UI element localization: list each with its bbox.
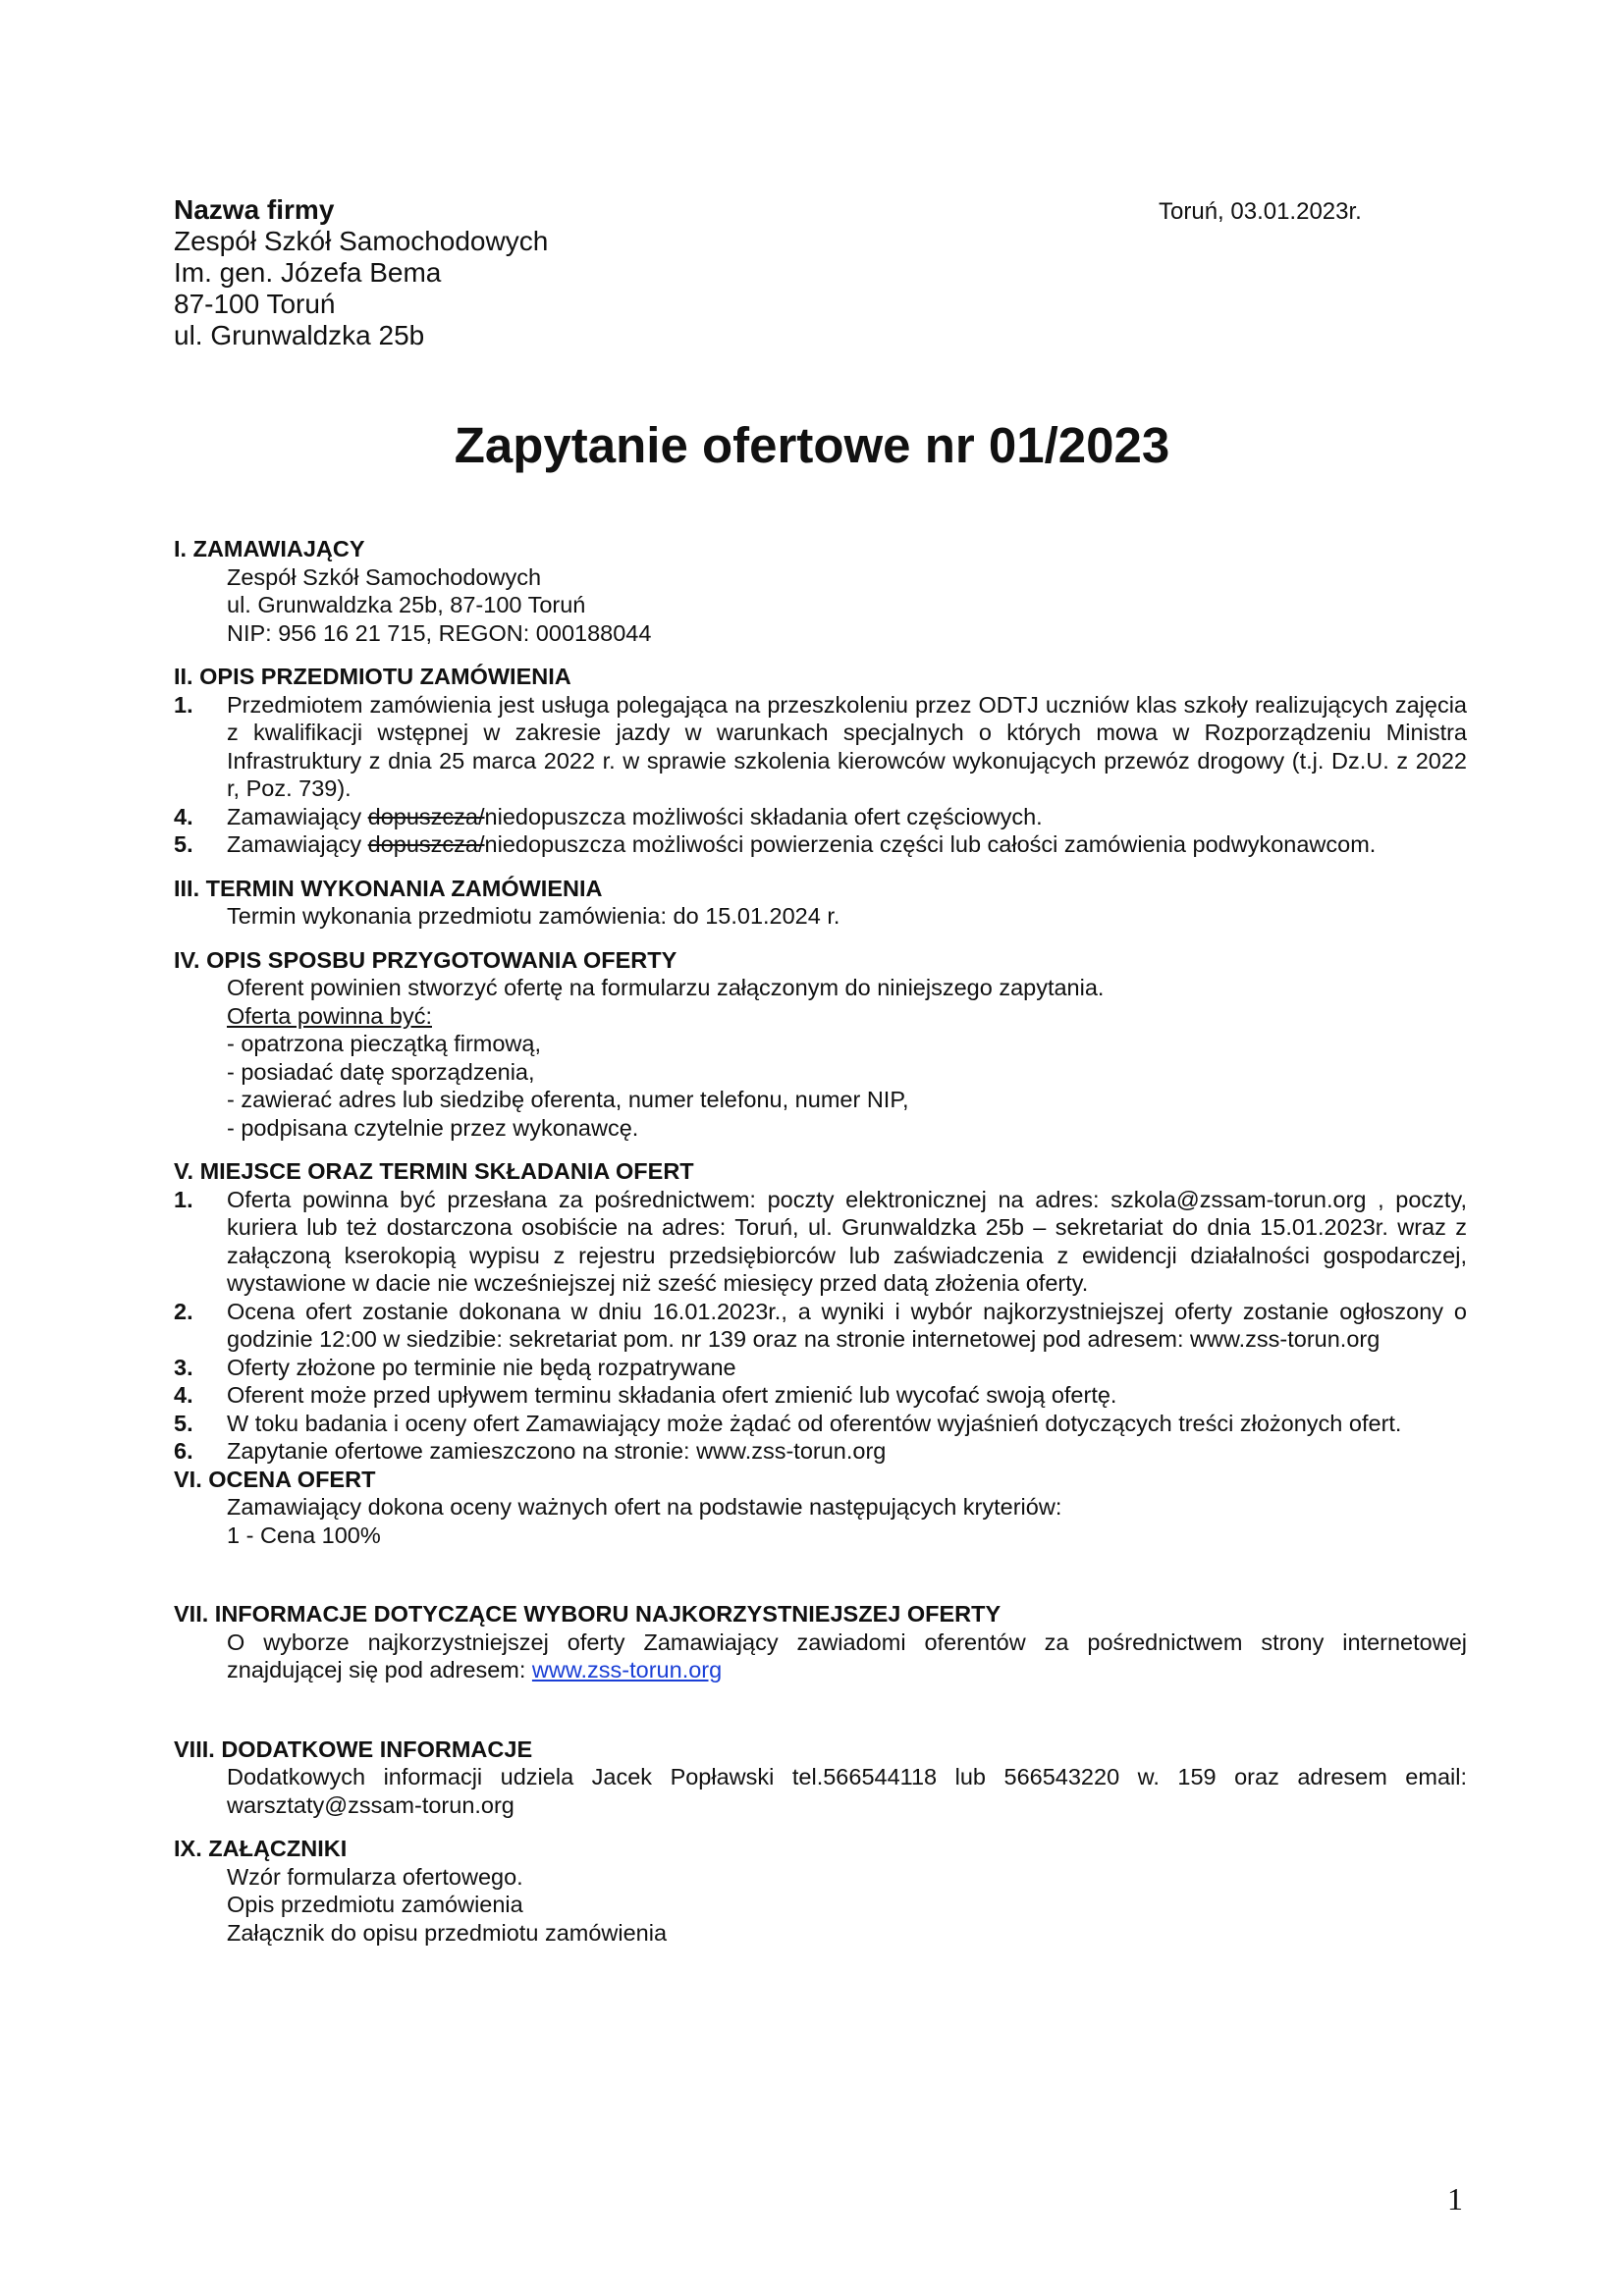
section-heading: III. TERMIN WYKONANIA ZAMÓWIENIA	[174, 875, 603, 901]
item-number: 5.	[174, 831, 193, 857]
section-paragraph	[174, 1629, 1467, 1684]
bullet-item: - opatrzona pieczątką firmową,	[227, 1031, 542, 1056]
list-item	[174, 1437, 1467, 1466]
section-line: ul. Grunwaldzka 25b, 87-100 Toruń	[227, 592, 586, 617]
item-text: Ocena ofert zostanie dokonana w dniu 16.01.2023r., a wyniki i wybór najkorzystniejszej oferty zostanie ogłoszony o godzinie 12:00 w siedzibie: sekretariat pom. nr 139 oraz na stronie internetowej pod adresem: www.zss-torun.org	[227, 1298, 1467, 1352]
list-item	[174, 691, 1467, 803]
attachment-item: Opis przedmiotu zamówienia	[227, 1892, 523, 1917]
attachment-item: Załącznik do opisu przedmiotu zamówienia	[227, 1919, 668, 1946]
item-number: 2.	[174, 1298, 193, 1324]
section-heading: IX. ZAŁĄCZNIKI	[174, 1836, 348, 1861]
section-dodatkowe-informacje	[174, 1735, 1467, 1820]
item-text	[227, 803, 1467, 831]
document-body	[174, 535, 1467, 1962]
firm-line: Im. gen. Józefa Bema	[174, 257, 442, 288]
section-paragraph: Dodatkowych informacji udziela Jacek Popławski tel.566544118 lub 566543220 w. 159 oraz adresem email: warsztaty@zssam-torun.org	[227, 1764, 1467, 1818]
bullet-item: - posiadać datę sporządzenia,	[227, 1058, 535, 1085]
section-ocena-ofert	[174, 1466, 1467, 1550]
section-line: Zamawiający dokona oceny ważnych ofert na podstawie następujących kryteriów:	[227, 1494, 1062, 1520]
section-heading: II. OPIS PRZEDMIOTU ZAMÓWIENIA	[174, 664, 571, 689]
firm-line: 87-100 Toruń	[174, 289, 336, 319]
list-item	[174, 803, 1467, 831]
document-title: Zapytanie ofertowe nr 01/2023	[454, 417, 1170, 473]
list-item	[174, 1381, 1467, 1410]
firm-line: Zespół Szkół Samochodowych	[174, 226, 549, 256]
item-number: 1.	[174, 1186, 193, 1212]
item-text: Oferta powinna być przesłana za pośrednictwem: poczty elektronicznej na adres: szkola@zssam-torun.org , poczty, kuriera lub też dostarczona osobiście na adres: Toruń, ul. Grunwaldzka 25b – sekretariat do dnia 15.01.2023r. wraz z załączoną kserokopią wypisu z rejestru przedsiębiorców lub zaświadczenia z ewidencji działalności gospodarczej, wystawione w dacie nie wcześniejszej niż sześć miesięcy przed datą złożenia oferty.	[227, 1186, 1467, 1296]
section-line: NIP: 956 16 21 715, REGON: 000188044	[227, 619, 652, 646]
struck-text: dopuszcza/	[367, 803, 485, 829]
page-number: 1	[1447, 2181, 1463, 2216]
item-number: 3.	[174, 1354, 193, 1380]
section-zalaczniki	[174, 1835, 1467, 1947]
section-opis-sposobu	[174, 946, 1467, 1143]
item-text: W toku badania i oceny ofert Zamawiający może żądać od oferentów wyjaśnień dotyczących treści złożonych ofert.	[227, 1410, 1402, 1436]
underlined-text: Oferta powinna być:	[227, 1002, 432, 1029]
section-heading: VIII. DODATKOWE INFORMACJE	[174, 1735, 533, 1762]
document-date: Toruń, 03.01.2023r.	[1159, 198, 1362, 225]
section-termin-wykonania	[174, 875, 1467, 931]
list-item	[174, 1354, 1467, 1382]
section-heading: VII. INFORMACJE DOTYCZĄCE WYBORU NAJKORZYSTNIEJSZEJ OFERTY	[174, 1601, 1001, 1627]
section-line: Oferent powinien stworzyć ofertę na formularzu załączonym do niniejszego zapytania.	[227, 975, 1105, 1000]
item-number: 5.	[174, 1410, 193, 1436]
item-text: Zapytanie ofertowe zamieszczono na stronie: www.zss-torun.org	[227, 1438, 887, 1464]
spacer	[174, 1565, 1467, 1600]
section-heading: I. ZAMAWIAJĄCY	[174, 536, 365, 561]
item-number: 4.	[174, 803, 193, 829]
section-zamawiajacy	[174, 535, 1467, 647]
section-miejsce-termin	[174, 1157, 1467, 1466]
section-subheading	[174, 1002, 1467, 1031]
item-text-post: niedopuszcza możliwości składania ofert częściowych.	[484, 803, 1043, 829]
sender-block	[174, 194, 548, 351]
item-text: Oferty złożone po terminie nie będą rozpatrywane	[227, 1354, 736, 1380]
section-line: Zespół Szkół Samochodowych	[227, 563, 542, 590]
list-item	[174, 830, 1467, 859]
website-link[interactable]: www.zss-torun.org	[531, 1657, 723, 1682]
item-number: 1.	[174, 691, 193, 718]
section-line: Termin wykonania przedmiotu zamówienia: do 15.01.2024 r.	[227, 903, 840, 929]
item-text: Przedmiotem zamówienia jest usługa polegająca na przeszkoleniu przez ODTJ uczniów klas szkoły realizujących zajęcia z kwalifikacji wstępnej w zakresie jazdy w warunkach specjalnych o których mowa w Rozporządzeniu Ministra Infrastruktury z dnia 25 marca 2022 r. w sprawie szkolenia kierowców wykonujących przewóz drogowy (t.j. Dz.U. z 2022 r, Poz. 739).	[227, 691, 1467, 801]
item-text-post: niedopuszcza możliwości powierzenia części lub całości zamówienia podwykonawcom.	[484, 831, 1377, 857]
list-item	[174, 1298, 1467, 1354]
attachment-item: Wzór formularza ofertowego.	[227, 1863, 523, 1890]
list-item	[174, 1186, 1467, 1298]
item-number: 6.	[174, 1438, 193, 1464]
section-heading: VI. OCENA OFERT	[174, 1466, 376, 1492]
firm-line: ul. Grunwaldzka 25b	[174, 320, 425, 350]
item-number: 4.	[174, 1382, 193, 1408]
list-item	[174, 1410, 1467, 1438]
section-opis-przedmiotu	[174, 663, 1467, 859]
firm-label: Nazwa firmy	[174, 194, 335, 225]
section-informacje-wybor	[174, 1600, 1467, 1684]
item-text: Oferent może przed upływem terminu składania ofert zmienić lub wycofać swoją ofertę.	[227, 1382, 1117, 1408]
item-text	[227, 830, 1467, 859]
bullet-item: - podpisana czytelnie przez wykonawcę.	[227, 1114, 639, 1141]
item-text-pre: Zamawiający	[227, 831, 368, 857]
item-text-pre: Zamawiający	[227, 803, 368, 829]
section-heading: V. MIEJSCE ORAZ TERMIN SKŁADANIA OFERT	[174, 1158, 694, 1184]
paragraph-text: O wyborze najkorzystniejszej oferty Zamawiający zawiadomi oferentów za pośrednictwem strony internetowej znajdującej się pod adresem:	[227, 1629, 1467, 1682]
spacer	[174, 1700, 1467, 1735]
struck-text: dopuszcza/	[367, 831, 485, 857]
section-line: 1 - Cena 100%	[227, 1522, 381, 1548]
bullet-item: - zawierać adres lub siedzibę oferenta, numer telefonu, numer NIP,	[227, 1087, 909, 1112]
section-heading: IV. OPIS SPOSBU PRZYGOTOWANIA OFERTY	[174, 946, 677, 973]
